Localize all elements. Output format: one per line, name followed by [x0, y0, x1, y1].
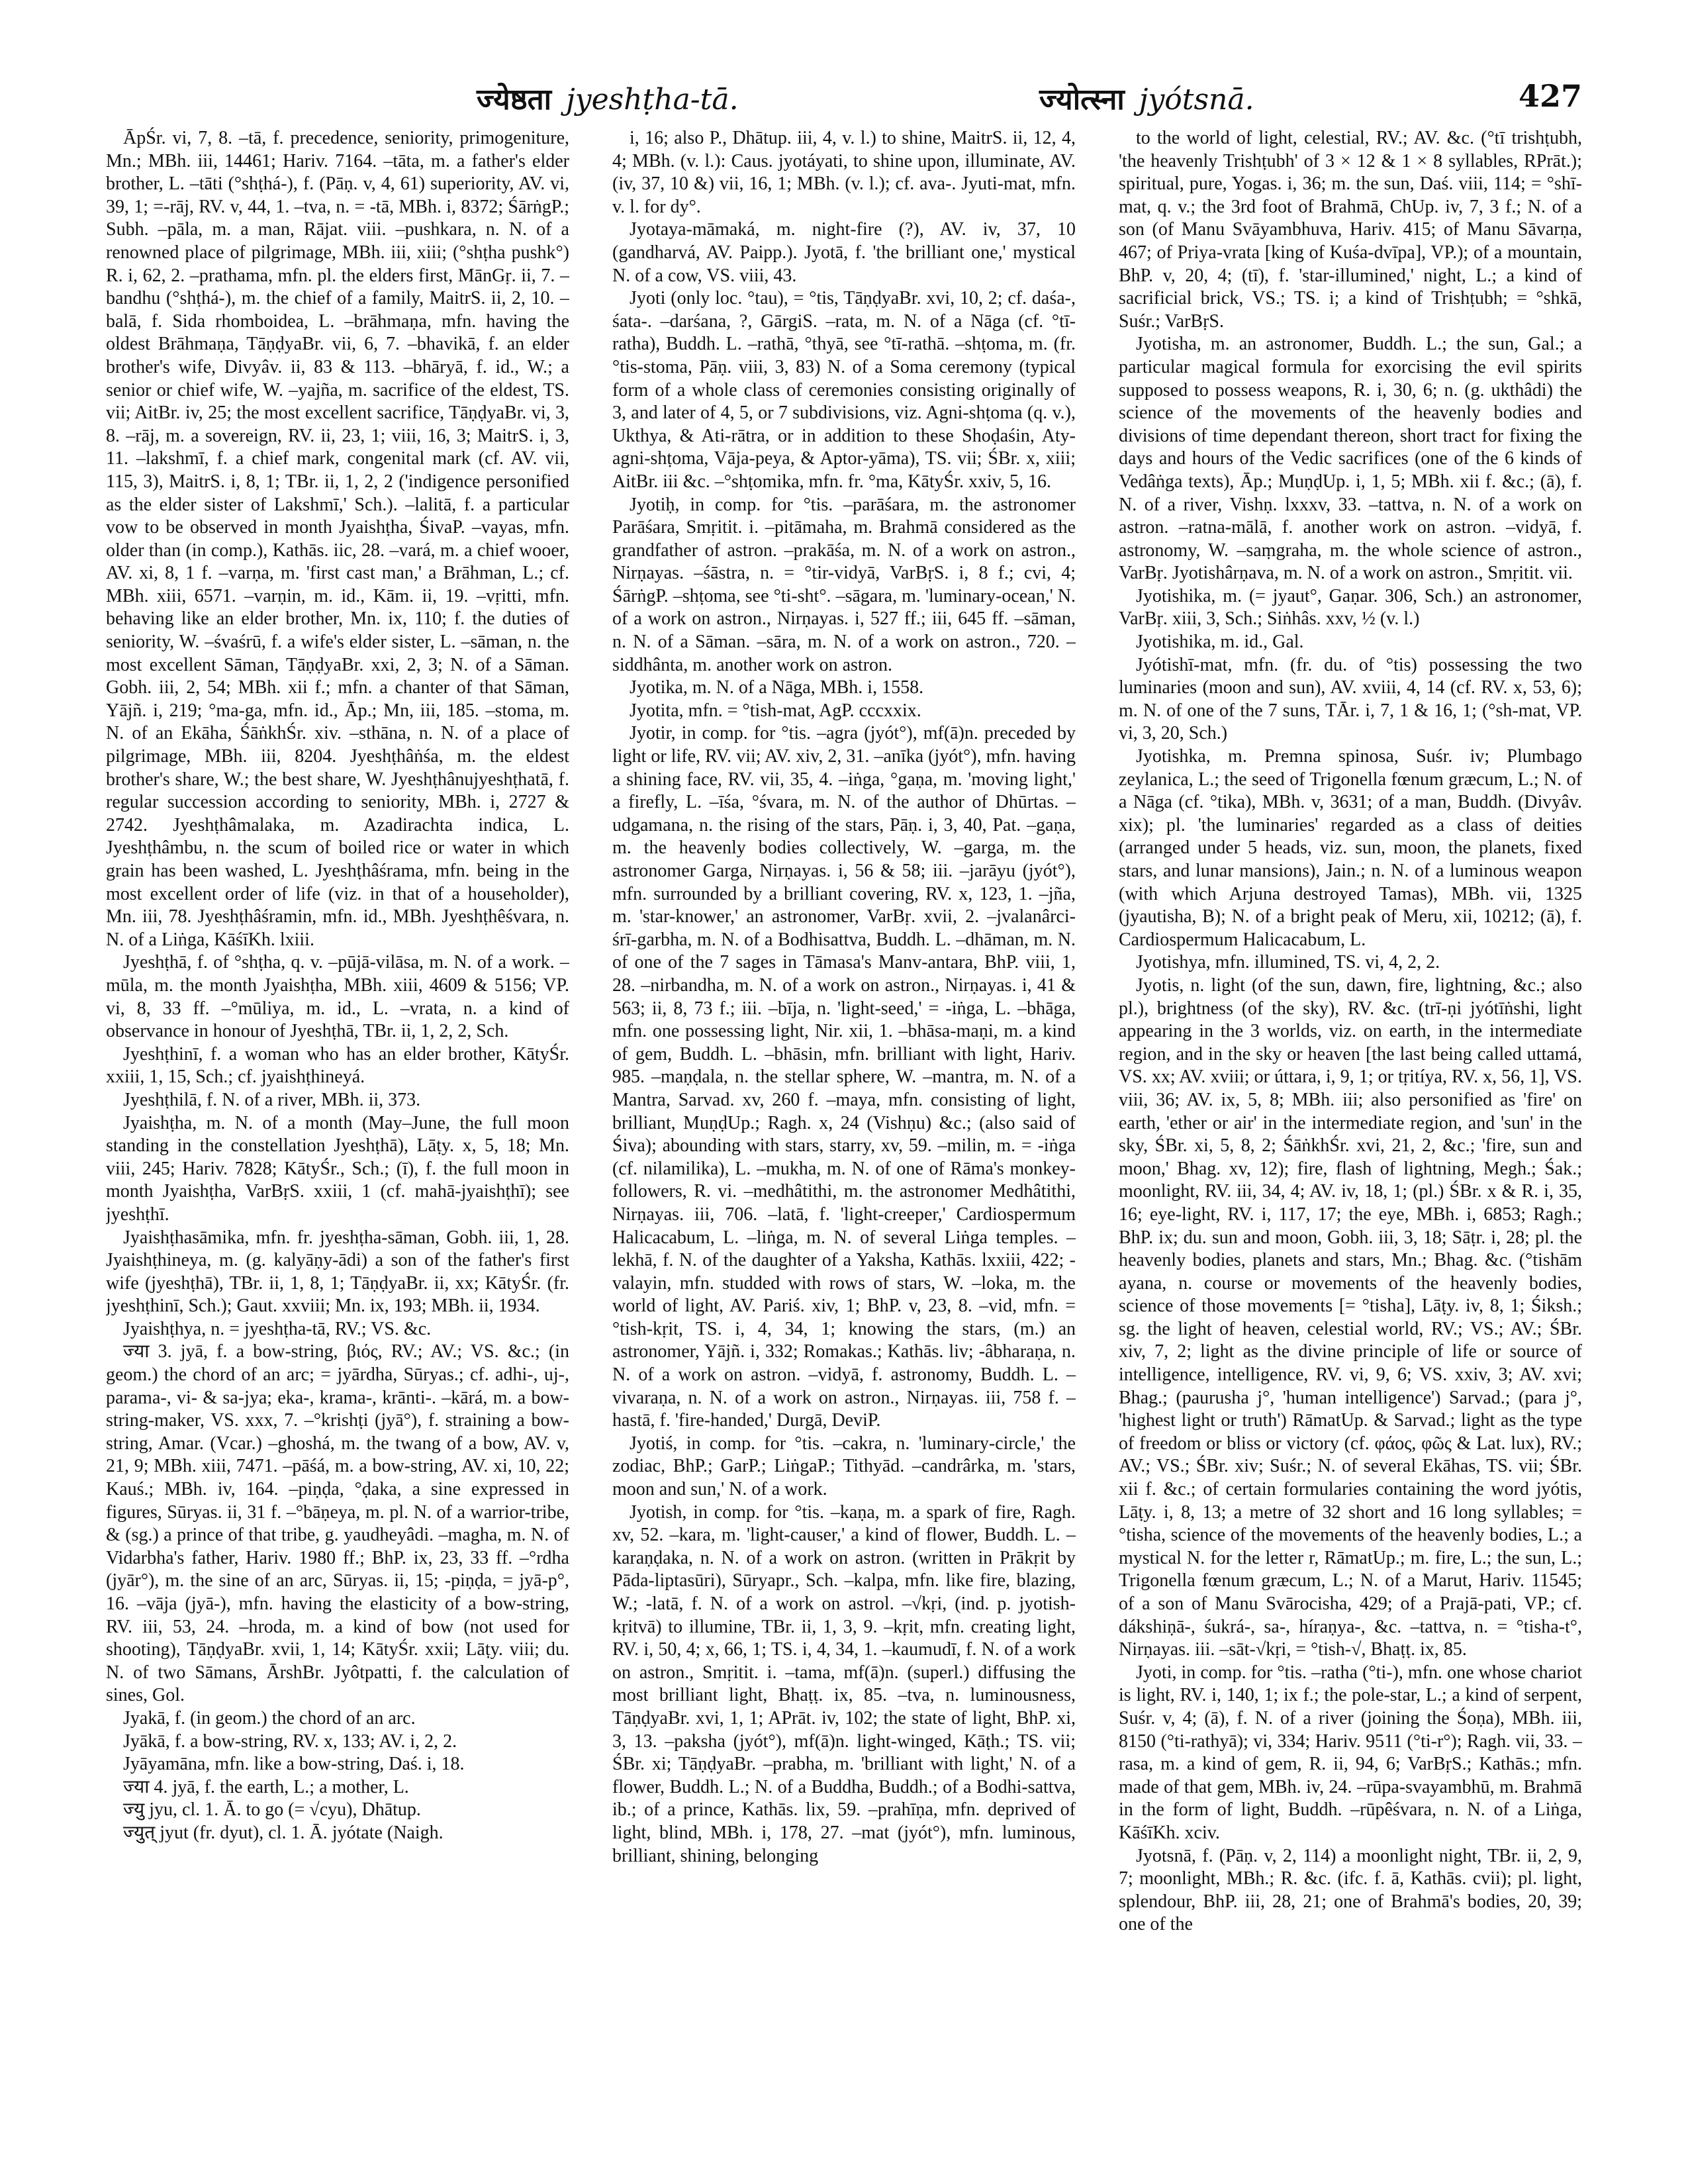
dictionary-entry: Jyotish, in comp. for °tis. –kaṇa, m. a spark of fire, Ragh. xv, 52. –kara, m. 'light-causer,' a kind of flower, Buddh. L. –karaṇḍaka, n. N. of a work on astron. (written in Prākṛit by Pāda-liptasūri), Sūryapr., Sch. –kalpa, mfn. like fire, blazing, W.; -latā, f. N. of a work on astrol. –√kṛi, (ind. p. jyotish-kṛitvā) to illumine, TBr. ii, 1, 3, 9. –kṛit, mfn. creating light, RV. i, 50, 4; x, 66, 1; TS. i, 4, 34, 1. –kaumudī, f. N. of a work on astron., Smṛitit. i. –tama, mf(ā)n. (superl.) diffusing the most brilliant light, Bhaṭṭ. ix, 85. –tva, n. luminousness, TāṇḍyaBr. xvi, 1, 1; APrāt. iv, 102; the state of light, BhP. xi, 3, 13. –paksha (jyót°), mf(ā)n. light-winged, Kāṭh.; TS. vii; ŚBr. xi; TāṇḍyaBr. –prabha, m. 'brilliant with light,' N. of a flower, Buddh. L.; N. of a Buddha, Buddh.; of a Bodhi-sattva, ib.; of a prince, Kathās. lix, 59. –prahīṇa, mfn. deprived of light, blind, MBh. i, 178, 27. –mat (jyót°), mfn. luminous, brilliant, shining, belonging	[612, 1501, 1076, 1866]
dictionary-entry: Jyótishī-mat, mfn. (fr. du. of °tis) possessing the two luminaries (moon and sun), AV. xviii, 4, 14 (cf. RV. x, 53, 6); m. N. of one of the 7 suns, TĀr. i, 7, 1 & 16, 1; (°sh-mat, VP. vi, 3, 20, Sch.)	[1119, 654, 1582, 744]
dictionary-entry: to the world of light, celestial, RV.; AV. &c. (°tī trishṭubh, 'the heavenly Trishṭubh' of 3 × 12 & 1 × 8 syllables, RPrāt.); spiritual, pure, Yogas. i, 36; m. the sun, Daś. viii, 114; = °shī-mat, q. v.; the 3rd foot of Brahmā, ChUp. iv, 7, 3 f.; N. of a son (of Manu Svāyambhuva, Hariv. 415; of Manu Sāvarṇa, 467; of Priya-vrata [king of Kuśa-dvīpa], VP.); of a mountain, BhP. v, 20, 4; (tī), f. 'star-illumined,' night, L.; a kind of sacrificial brick, VS.; TS. i; a kind of Trishṭubh; = °shkā, Suśr.; VarBṛS.	[1119, 128, 1582, 332]
left-headword-transliteration: jyeshṭha-tā.	[566, 83, 739, 117]
dictionary-entry: Jyakā, f. (in geom.) the chord of an arc.	[123, 1707, 416, 1729]
dictionary-entry: ज्या 3. jyā, f. a bow-string, βιός, RV.; AV.; VS. &c.; (in geom.) the chord of an arc; = jyārdha, Sūryas.; cf. adhi-, uj-, parama-, vi- & sa-jya; eka-, krama-, krānti-. –kārá, m. a bow-string-maker, VS. xxx, 7. –°krishṭi (jyā°), f. straining a bow-string, Amar. (Vcar.) –ghoshá, m. the twang of a bow, AV. v, 21, 9; MBh. xiii, 7471. –pāśá, m. a bow-string, AV. xi, 10, 22; Kauś.; MBh. iv, 164. –piṇḍa, °ḍaka, a sine expressed in figures, Sūryas. ii, 31 f. –°bāṇeya, m. pl. N. of a warrior-tribe, & (sg.) a prince of that tribe, g. yaudheyâdi. –magha, m. N. of Vidarbha's father, Hariv. 1980 ff.; BhP. ix, 23, 33 ff. –°rdha (jyār°), m. the sine of an arc, Sūryas. ii, 15; -piṇḍa, = jyā-p°, 16. –vāja (jyā-), mfn. having the elasticity of a bow-string, RV. iii, 53, 24. –hroda, m. a kind of bow (not used for shooting), TāṇḍyaBr. xvii, 1, 14; KātyŚr. xxii; Lāṭy. viii; du. N. of two Sāmans, ĀrshBr. Jyôtpatti, f. the calculation of sines, Gol.	[106, 1341, 569, 1706]
dictionary-entry: Jyotishya, mfn. illumined, TS. vi, 4, 2, 2.	[1136, 952, 1440, 973]
dictionary-entry: Jyotisha, m. an astronomer, Buddh. L.; the sun, Gal.; a particular magical formula for exorcising the evil spirits supposed to possess weapons, R. i, 30, 6; n. (g. ukthâdi) the science of the movements of the heavenly bodies and divisions of time dependant thereon, short tract for fixing the days and hours of the Vedic sacrifices (one of the 6 kinds of Vedâṅga texts), Āp.; MuṇḍUp. i, 1, 5; MBh. xii f. &c.; (ā), f. N. of a river, Vishṇ. lxxxv, 33. –tattva, n. N. of a work on astron. –ratna-mālā, f. another work on astron. –vidyā, f. astronomy, W. –saṃgraha, m. the whole science of astron., VarBṛ. Jyotishârṇava, m. N. of a work on astron., Smṛitit. vii.	[1119, 334, 1582, 584]
dictionary-entry: Jyeshṭhā, f. of °shṭha, q. v. –pūjā-vilāsa, m. N. of a work. –mūla, m. the month Jyaishṭha, MBh. xiii, 4609 & 5156; VP. vi, 8, 33 ff. –°mūliya, m. id., L. –vrata, n. a kind of observance in honour of Jyeshṭhā, TBr. ii, 1, 2, 2, Sch.	[106, 952, 569, 1042]
dictionary-entry: Jyotir, in comp. for °tis. –agra (jyót°), mf(ā)n. preceded by light or life, RV. vii; AV. xiv, 2, 31. –anīka (jyót°), mfn. having a shining face, RV. vii, 35, 4. –iṅga, °gaṇa, m. 'moving light,' a firefly, L. –īśa, °śvara, m. N. of the author of Dhūrtas. –udgamana, n. the rising of the stars, Pāṇ. i, 3, 40, Pat. –gaṇa, m. the heavenly bodies collectively, W. –garga, m. the astronomer Garga, Nirṇayas. i, 56 & 58; iii. –jarāyu (jyót°), mfn. surrounded by a brilliant covering, RV. x, 123, 1. –jña, m. 'star-knower,' an astronomer, VarBṛ. xvii, 2. –jvalanârci-śrī-garbha, m. N. of a Bodhisattva, Buddh. L. –dhāman, m. N. of one of the 7 sages in Tāmasa's Manv-antara, BhP. viii, 1, 28. –nirbandha, m. N. of a work on astron., Nirṇayas. i, 41 & 563; ii, 8, 73 f.; iii. –bīja, n. 'light-seed,' = -iṅga, L. –bhāga, mfn. one possessing light, Nir. xii, 1. –bhāsa-maṇi, m. a kind of gem, Buddh. L. –bhāsin, mfn. brilliant with light, Hariv. 985. –maṇḍala, n. the stellar sphere, W. –mantra, m. N. of a Mantra, Sarvad. xv, 260 f. –maya, mfn. consisting of light, brilliant, MuṇḍUp.; Ragh. x, 24 (Vishṇu) &c.; (also said of Śiva); abounding with stars, starry, xv, 59. –milin, m. = -iṅga (cf. nilamilika), L. –mukha, m. N. of one of Rāma's monkey-followers, R. vi. –medhâtithi, m. the astronomer Medhâtithi, Nirṇayas. iii, 706. –latā, f. 'light-creeper,' Cardiospermum Halicacabum, L. –liṅga, m. N. of several Liṅga temples. –lekhā, f. N. of the daughter of a Yaksha, Kathās. lxxiii, 422; -valayin, mfn. studded with rows of stars, W. –loka, m. the world of light, AV. Pariś. xiv, 1; BhP. v, 23, 8. –vid, mfn. = °tish-kṛit, TS. i, 4, 34, 1; knowing the stars, (m.) an astronomer, Yājñ. i, 332; Romakas.; Kathās. liv; -âbharaṇa, n. N. of a work on astron. –vidyā, f. astronomy, Buddh. L. –vivaraṇa, n. N. of a work on astron., Nirṇayas. iii, 758 f. –hastā, f. 'fire-handed,' Durgā, DeviP.	[612, 723, 1076, 1431]
left-headword-devanagari: ज्येष्ठता	[477, 83, 552, 117]
dictionary-entry: Jyaishṭhasāmika, mfn. fr. jyeshṭha-sāman, Gobh. iii, 1, 28. Jyaishṭhineya, m. (g. kalyāṇy-ādi) a son of the father's first wife (jyeshṭhā), TBr. ii, 1, 8, 1; TāṇḍyaBr. ii, xx; KātyŚr. (fr. jyeshṭhinī, Sch.); Gaut. xxviii; Mn. ix, 193; MBh. ii, 1934.	[106, 1227, 569, 1317]
dictionary-entry: Jyotiḥ, in comp. for °tis. –parāśara, m. the astronomer Parāśara, Smṛitit. i. –pitāmaha, m. Brahmā considered as the grandfather of astron. –prakāśa, m. N. of a work on astron., Nirṇayas. –śāstra, n. = °tir-vidyā, VarBṛS. i, 8 f.; cvi, 4; ŚārṅgP. –shṭoma, see °ti-sht°. –sāgara, m. 'luminary-ocean,' N. of a work on astron., Nirṇayas. i, 527 ff.; iii, 645 ff. –sāman, n. N. of a Sāman. –sāra, m. N. of a work on astron., 720. –siddhânta, m. another work on astron.	[612, 494, 1076, 675]
dictionary-entry: Jyoti (only loc. °tau), = °tis, TāṇḍyaBr. xvi, 10, 2; cf. daśa-, śata-. –darśana, ?, GārgiS. –rata, m. N. of a Nāga (cf. °tī-ratha), Buddh. L. –rathā, °thyā, see °tī-rathā. –shṭoma, m. (fr. °tis-stoma, Pāṇ. viii, 3, 83) N. of a Soma ceremony (typical form of a whole class of ceremonies consisting originally of 3, and later of 4, 5, or 7 subdivisions, viz. Agni-shṭoma (q. v.), Ukthya, & Ati-rātra, or in addition to these Shoḍaśin, Aty-agni-shṭoma, Vāja-peya, & Aptor-yāma), TS. vii; ŚBr. x, xiii; AitBr. iii &c. –°shṭomika, mfn. fr. °ma, KātyŚr. xxiv, 5, 16.	[612, 288, 1076, 492]
dictionary-entry: Jyotishka, m. Premna spinosa, Suśr. iv; Plumbago zeylanica, L.; the seed of Trigonella fœnum græcum, L.; N. of a Nāga (cf. °tika), MBh. v, 3631; of a man, Buddh. (Divyâv. xix); pl. 'the luminaries' regarded as a class of deities (arranged under 5 heads, viz. sun, moon, the planets, fixed stars, and lunar mansions), Jain.; n. N. of a luminous weapon (with which Arjuna destroyed Tamas), MBh. vii, 1325 (jyautisha, B); N. of a bright peak of Meru, xii, 10212; (ā), f. Cardiospermum Halicacabum, L.	[1119, 746, 1582, 950]
dictionary-entry: Jyotishika, m. id., Gal.	[1136, 632, 1304, 653]
column-1	[106, 127, 569, 2153]
dictionary-entry: Jyotaya-māmaká, m. night-fire (?), AV. iv, 37, 10 (gandharvá, AV. Paipp.). Jyotā, f. 'the brilliant one,' mystical N. of a cow, VS. viii, 43.	[612, 219, 1076, 286]
dictionary-entry: Jyotiś, in comp. for °tis. –cakra, n. 'luminary-circle,' the zodiac, BhP.; GarP.; LiṅgaP.; Tithyād. –candrârka, m. 'stars, moon and sun,' N. of a work.	[612, 1433, 1076, 1500]
right-headword-devanagari: ज्योत्स्ना	[1039, 83, 1125, 117]
dictionary-entry: ĀpŚr. vi, 7, 8. –tā, f. precedence, seniority, primogeniture, Mn.; MBh. iii, 14461; Hariv. 7164. –tāta, m. a father's elder brother, L. –tāti (°shṭhá-), f. (Pāṇ. v, 4, 61) superiority, AV. vi, 39, 1; =-rāj, RV. v, 44, 1. –tva, n. = -tā, MBh. i, 8372; ŚārṅgP.; Subh. –pāla, m. a man, Rājat. viii. –pushkara, n. N. of a renowned place of pilgrimage, MBh. iii, xiii; (°shṭha pushk°) R. i, 62, 2. –prathama, mfn. pl. the elders first, MānGṛ. ii, 7. –bandhu (°shṭhá-), m. the chief of a family, MaitrS. ii, 2, 10. –balā, f. Sida rhomboidea, L. –brāhmaṇa, mfn. having the oldest Brāhmaṇa, TāṇḍyaBr. vii, 6, 7. –bhavikā, f. an elder brother's wife, Divyâv. ii, 83 & 113. –bhāryā, f. id., W.; a senior or chief wife, W. –yajña, m. sacrifice of the eldest, TS. vii; AitBr. iv, 25; the most excellent sacrifice, TāṇḍyaBr. vi, 3, 8. –rāj, m. a sovereign, RV. ii, 23, 1; viii, 16, 3; MaitrS. i, 3, 11. –lakshmī, f. a chief mark, congenital mark (cf. AV. vii, 115, 3), MaitrS. i, 8, 1; TBr. ii, 1, 2, 2 ('indigence personified as the elder sister of Lakshmī,' Sch.). –lalitā, f. a particular vow to be observed in month Jyaishṭha, ŚivaP. –vayas, mfn. older than (in comp.), Kathās. iic, 28. –vará, m. a chief wooer, AV. xi, 8, 1 f. –varṇa, m. 'first cast man,' a Brāhman, L.; cf. MBh. xiii, 6571. –varṇin, m. id., Kām. ii, 19. –vṛitti, mfn. behaving like an elder brother, Mn. ix, 110; f. the duties of seniority, W. –śvaśrū, f. a wife's elder sister, L. –sāman, n. the most excellent Sāman, TāṇḍyaBr. xxi, 2, 3; N. of a Sāman. Gobh. iii, 2, 54; MBh. xii f.; mfn. a chanter of that Sāman, Yājñ. i, 219; °ma-ga, mfn. id., Āp.; Mn, iii, 185. –stoma, m. N. of an Ekāha, ŚāṅkhŚr. xiv. –sthāna, n. N. of a place of pilgrimage, MBh. iii, 8204. Jyeshṭhâṅśa, m. the eldest brother's share, W.; the best share, W. Jyeshṭhânujyeshṭhatā, f. regular succession according to seniority, MBh. i, 2727 & 2742. Jyeshṭhâmalaka, m. Azadirachta indica, L. Jyeshṭhâmbu, n. the scum of boiled rice or water in which grain has been washed, L. Jyeshṭhâśrama, mfn. being in the most excellent order of life (viz. in that of a householder), Mn. iii, 78. Jyeshṭhâśramin, mfn. id., MBh. Jyeshṭhêśvara, n. N. of a Liṅga, KāśīKh. lxiii.	[106, 128, 569, 950]
text-columns	[106, 127, 1582, 2153]
dictionary-entry: Jyākā, f. a bow-string, RV. x, 133; AV. i, 2, 2.	[123, 1731, 457, 1752]
dictionary-entry: Jyotika, m. N. of a Nāga, MBh. i, 1558.	[630, 677, 924, 698]
page-header	[106, 78, 1582, 118]
dictionary-entry: Jyotis, n. light (of the sun, dawn, fire, lightning, &c.; also pl.), brightness (of the sky), RV. &c. (trī-ṇi jyótīṅshi, light appearing in the 3 worlds, viz. on earth, in the intermediate region, and in the sky or heaven [the last being called uttamá, VS. xx; AV. xviii; or úttara, i, 9, 1; or tṛitíya, RV. x, 56, 1], VS. viii, 36; AV. ix, 5, 8; MBh. iii; also personified as 'fire' on earth, 'ether or air' in the intermediate region, and 'sun' in the sky, ŚBr. xi, 5, 8, 2; ŚāṅkhŚr. xvi, 21, 2, &c.; 'fire, sun and moon,' Bhag. xv, 12); fire, flash of lightning, Megh.; Śak.; moonlight, RV. iii, 34, 4; AV. iv, 18, 1; (pl.) ŚBr. x & R. i, 35, 16; eye-light, RV. i, 117, 17; the eye, MBh. i, 6853; Ragh.; BhP. ix; du. sun and moon, Gobh. iii, 3, 18; Sāṭr. i, 28; pl. the heavenly bodies, planets and stars, Mn.; Bhag. &c. (°tishām ayana, n. course or movements of the heavenly bodies, science of those movements [= °tisha], Lāṭy. iv, 8, 1; Śiksh.; sg. the light of heaven, celestial world, RV.; VS.; AV.; ŚBr. xiv, 7, 2; light as the divine principle of life or source of intelligence, intelligence, RV. vi, 9, 6; VS. xxiv, 3; AV. xvi; Bhag.; (paurusha j°, 'human intelligence') Sarvad.; (para j°, 'highest light or truth') RāmatUp. & Sarvad.; light as the type of freedom or bliss or victory (cf. φάος, φῶς & Lat. lux), RV.; AV.; VS.; ŚBr. xiv; Suśr.; N. of several Ekāhas, TS. vii; ŚBr. xii f. &c.; of certain formularies containing the word jyótis, Lāṭy. i, 8, 13; a metre of 32 short and 16 long syllables; = °tisha, science of the movements of the heavenly bodies, L.; a mystical N. for the letter r, RāmatUp.; m. fire, L.; the sun, L.; Trigonella fœnum græcum, L.; N. of a Marut, Hariv. 11545; of a son of Manu Svārocisha, 429; of a Prajā-pati, VP.; cf. dákshiṇā-, śukrá-, sa-, híraṇya-, &c. –tattva, n. = °tisha-t°, Nirṇayas. iii. –sāt-√kṛi, = °tish-√, Bhaṭṭ. ix, 85.	[1119, 974, 1582, 1660]
column-3	[1119, 127, 1582, 2153]
right-headword-transliteration: jyótsnā.	[1139, 83, 1254, 117]
dictionary-entry: i, 16; also P., Dhātup. iii, 4, v. l.) to shine, MaitrS. ii, 12, 4, 4; MBh. (v. l.): Caus. jyotáyati, to shine upon, illuminate, AV. (iv, 37, 10 &) vii, 16, 1; MBh. (v. l.); cf. ava-. Jyuti-mat, mfn. v. l. for dy°.	[612, 128, 1076, 217]
dictionary-entry: ज्या 4. jyā, f. the earth, L.; a mother, L.	[123, 1776, 409, 1797]
dictionary-entry: Jyotishika, m. (= jyaut°, Gaṇar. 306, Sch.) an astronomer, VarBṛ. xiii, 3, Sch.; Siṅhâs. xxv, ½ (v. l.)	[1119, 585, 1582, 630]
dictionary-entry: Jyāyamāna, mfn. like a bow-string, Daś. i, 18.	[123, 1754, 465, 1775]
dictionary-entry: Jyaishṭhya, n. = jyeshṭha-tā, RV.; VS. &c.	[123, 1318, 432, 1339]
dictionary-entry: Jyotsnā, f. (Pāṇ. v, 2, 114) a moonlight night, TBr. ii, 2, 9, 7; moonlight, MBh.; R. &c. (ifc. f. ā, Kathās. cvii); pl. light, splendour, BhP. iii, 28, 21; one of Brahmā's bodies, 20, 39; one of the	[1119, 1845, 1582, 1935]
column-2	[612, 127, 1076, 2153]
dictionary-entry: Jyoti, in comp. for °tis. –ratha (°ti-), mfn. one whose chariot is light, RV. i, 140, 1; ix f.; the pole-star, L.; a kind of serpent, Suśr. v, 4; (ā), f. N. of a river (joining the Śoṇa), MBh. iii, 8150 (°ti-rathyā); vi, 334; Hariv. 9511 (°ti-r°); Ragh. vii, 33. –rasa, m. a kind of gem, R. ii, 94, 6; VarBṛS.; Kathās.; mfn. made of that gem, MBh. iv, 24. –rūpa-svayambhū, m. Brahmā in the form of light, Buddh. –rūpêśvara, n. N. of a Liṅga, KāśīKh. xciv.	[1119, 1662, 1582, 1843]
page-number: 427	[1518, 78, 1582, 114]
dictionary-entry: ज्यु jyu, cl. 1. Ā. to go (= √cyu), Dhātup.	[123, 1799, 421, 1821]
dictionary-entry: Jyeshṭhilā, f. N. of a river, MBh. ii, 373.	[123, 1089, 421, 1110]
left-headword	[477, 78, 739, 118]
right-headword	[1039, 78, 1254, 118]
dictionary-entry: Jyeshṭhinī, f. a woman who has an elder brother, KātyŚr. xxiii, 1, 15, Sch.; cf. jyaishṭhineyá.	[106, 1043, 569, 1088]
dictionary-entry: Jyotita, mfn. = °tish-mat, AgP. cccxxix.	[630, 700, 921, 721]
dictionary-entry: ज्युत् jyut (fr. dyut), cl. 1. Ā. jyótate (Naigh.	[123, 1822, 444, 1843]
dictionary-entry: Jyaishṭha, m. N. of a month (May–June, the full moon standing in the constellation Jyeshṭhā), Lāṭy. x, 5, 18; Mn. viii, 245; Hariv. 7828; KātyŚr., Sch.; (ī), f. the full moon in month Jyaishṭha, VarBṛS. xxiii, 1 (cf. mahā-jyaishṭhī); see jyeshṭhī.	[106, 1112, 569, 1225]
